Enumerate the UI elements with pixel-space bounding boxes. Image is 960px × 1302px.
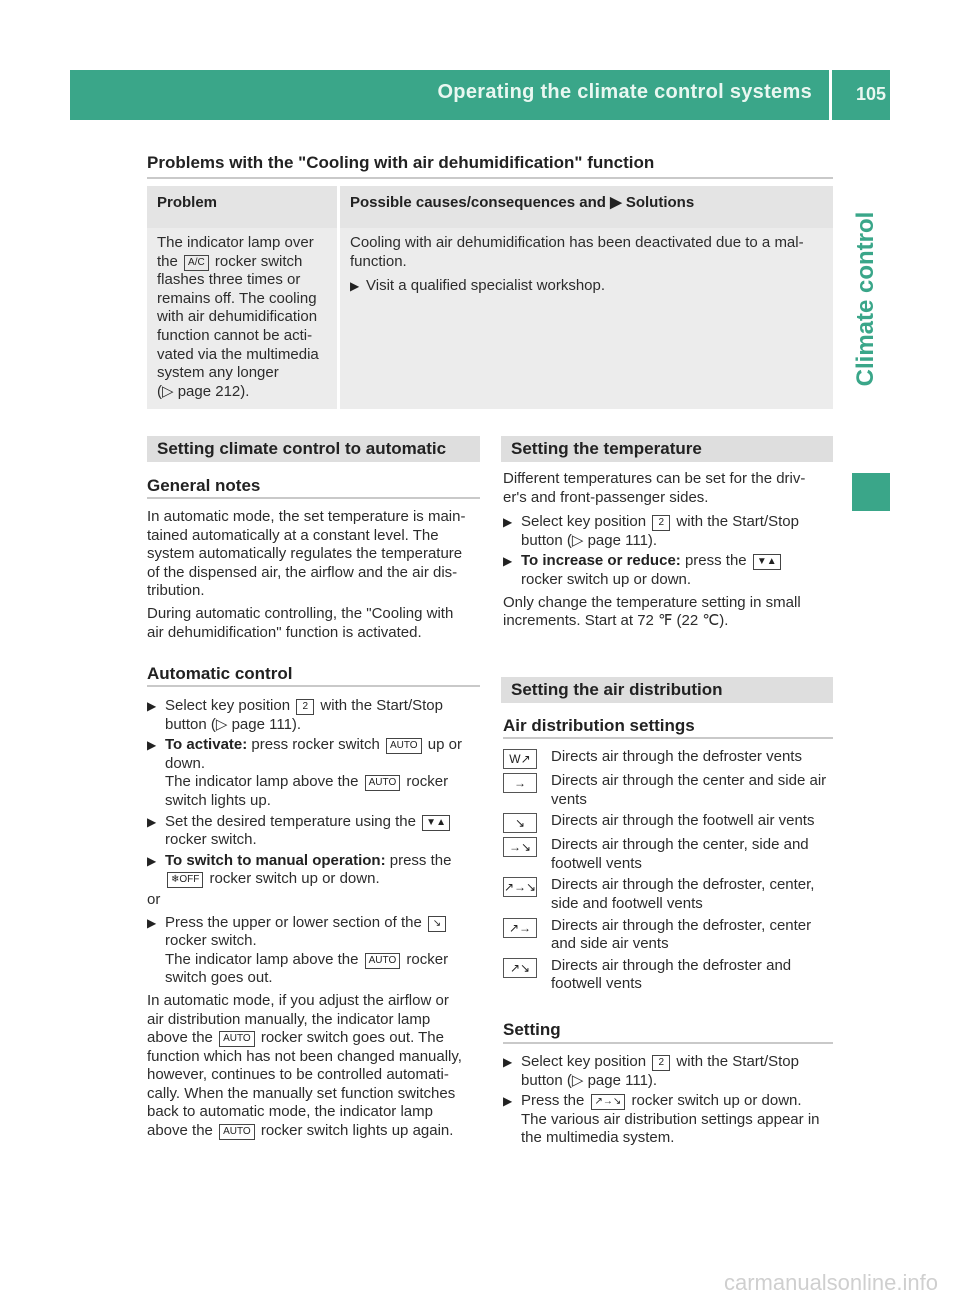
key-position-icon: 2 bbox=[652, 515, 670, 531]
list-item: ↗↘ Directs air through the defroster and footwell vents bbox=[503, 957, 838, 994]
list-item: ▶ To increase or reduce: press the ▼▲ rocker switch up or down. bbox=[503, 552, 838, 589]
side-tab-marker bbox=[852, 473, 890, 511]
auto-switch-icon: AUTO bbox=[219, 1031, 255, 1047]
auto-switch-icon: AUTO bbox=[219, 1124, 255, 1140]
rule bbox=[503, 737, 833, 739]
step-arrow-icon: ▶ bbox=[147, 853, 157, 868]
temperature-section: Different temperatures can be set for the driv- er's and front-passenger sides. ▶ Select key position 2 with the Start/Stop button (▷ page 111). ▶ To increase or reduce: press the ▼▲ rocker switch up or down. Only change the temperature setting in small increments. Start at 72 ℉ (22 ℃). bbox=[503, 470, 838, 631]
column-header-problem: Problem bbox=[147, 186, 337, 228]
list-item: ▶ Select key position 2 with the Start/Stop button (▷ page 111). bbox=[503, 1053, 799, 1089]
airflow-off-icon: ❄OFF bbox=[167, 872, 203, 888]
step-arrow-icon: ▶ bbox=[147, 699, 157, 713]
list-item: →↘ Directs air through the center, side and footwell vents bbox=[503, 836, 838, 873]
side-tab-label: Climate control bbox=[852, 211, 879, 387]
step-arrow-icon: ▶ bbox=[147, 738, 157, 753]
footwell-vent-icon: ↘ bbox=[503, 813, 537, 833]
key-position-icon: 2 bbox=[296, 699, 314, 715]
header-title: Operating the climate control systems bbox=[437, 81, 812, 103]
rule bbox=[147, 685, 480, 687]
general-notes-text: In automatic mode, the set temperature is main- tained automatically at a constant level. The system automatically regulates the temperature of the dispensed air, the airflow and the air dis- tribution. During automatic controlling, the "Cooling with air dehumidification" function is activated. bbox=[147, 508, 466, 641]
problem-cell: The indicator lamp over the A/C rocker switch flashes three times or remains off. The cooling with air dehumidification function cannot be acti- vated via the multimedia system any longer (▷ page 212). bbox=[147, 228, 337, 409]
column-header-solutions: Possible causes/consequences and ▶ Solutions bbox=[337, 186, 833, 228]
air-distribution-list bbox=[503, 748, 838, 997]
air-distribution-icon: ↗→↘ bbox=[591, 1094, 626, 1110]
defroster-center-side-icon: ↗→ bbox=[503, 918, 537, 938]
automatic-mode-note: In automatic mode, if you adjust the airflow or air distribution manually, the indicator lamp above the AUTO rocker switch goes out. The function which has not been changed manually, however, continues to be controlled automati- cally. When the manually set function switches back to automatic mode, the indicator lamp above the AUTO rocker switch lights up again. bbox=[147, 991, 462, 1140]
defroster-footwell-icon: ↗↘ bbox=[503, 958, 537, 978]
rule bbox=[147, 497, 480, 499]
step-arrow-icon: ▶ bbox=[147, 915, 157, 930]
list-item: ↘ Directs air through the footwell air vents bbox=[503, 812, 838, 833]
arrow-icon: ▶ bbox=[610, 194, 622, 211]
side-tab bbox=[842, 120, 890, 478]
general-notes-title: General notes bbox=[147, 476, 261, 495]
solution-cell: Cooling with air dehumidification has been deactivated due to a mal- function. ▶ Visit a qualified specialist workshop. bbox=[337, 228, 833, 409]
problems-title: Problems with the "Cooling with air dehumidification" function bbox=[147, 153, 655, 172]
step-arrow-icon: ▶ bbox=[503, 1055, 513, 1069]
table-header-row bbox=[147, 186, 833, 228]
list-item: ▶ Press the upper or lower section of the ↘ rocker switch. The indicator lamp above the AUTO rocker switch goes out. bbox=[147, 913, 449, 987]
page-number: 105 bbox=[855, 84, 886, 104]
defroster-icon: W↗ bbox=[503, 749, 537, 769]
list-item: ▶ Select key position 2 with the Start/Stop button (▷ page 111). bbox=[147, 697, 443, 733]
step-arrow-icon: ▶ bbox=[147, 814, 157, 829]
ac-switch-icon: A/C bbox=[184, 255, 209, 271]
auto-switch-icon: AUTO bbox=[365, 775, 401, 791]
header-separator bbox=[829, 70, 832, 120]
list-item: ▶ Press the ↗→↘ rocker switch up or down. The various air distribution settings appear in the multimedia system. bbox=[503, 1092, 820, 1147]
defroster-center-side-footwell-icon: ↗→↘ bbox=[503, 877, 537, 897]
automatic-control-steps bbox=[147, 697, 482, 1141]
page-header bbox=[70, 70, 890, 120]
step-arrow-icon: ▶ bbox=[503, 515, 513, 530]
key-position-icon: 2 bbox=[652, 1055, 670, 1071]
list-item: ▶ To switch to manual operation: press the ❄OFF rocker switch up or down. bbox=[147, 851, 452, 888]
or-text: or bbox=[147, 890, 161, 908]
auto-switch-icon: AUTO bbox=[365, 953, 401, 969]
problems-rule bbox=[147, 177, 833, 179]
step-arrow-icon: ▶ bbox=[503, 554, 513, 569]
setting-steps bbox=[503, 1053, 838, 1150]
section-bar-temperature: Setting the temperature bbox=[501, 436, 833, 462]
rule bbox=[503, 1042, 833, 1044]
list-item: W↗ Directs air through the defroster vents bbox=[503, 748, 838, 769]
auto-switch-icon: AUTO bbox=[386, 738, 422, 754]
step-arrow-icon: ▶ bbox=[503, 1094, 513, 1109]
list-item: ▶ Set the desired temperature using the ▼▲ rocker switch. bbox=[147, 813, 482, 850]
list-item: ↗→ Directs air through the defroster, center and side air vents bbox=[503, 917, 838, 954]
setting-title: Setting bbox=[503, 1020, 561, 1039]
list-item: → Directs air through the center and side air vents bbox=[503, 772, 838, 809]
temperature-rocker-icon: ▼▲ bbox=[422, 815, 450, 831]
air-distribution-settings-title: Air distribution settings bbox=[503, 716, 695, 735]
section-bar-air-distribution: Setting the air distribution bbox=[501, 677, 833, 703]
watermark: carmanualsonline.info bbox=[723, 1270, 938, 1295]
list-item: ▶ To activate: press rocker switch AUTO up or down. The indicator lamp above the AUTO rocker switch lights up. bbox=[147, 736, 462, 809]
air-distribution-icon: ↘ bbox=[428, 916, 446, 932]
list-item: ▶ Select key position 2 with the Start/Stop button (▷ page 111). bbox=[503, 513, 799, 549]
automatic-control-title: Automatic control bbox=[147, 664, 293, 683]
step-arrow-icon: ▶ bbox=[350, 279, 360, 294]
section-bar-automatic: Setting climate control to automatic bbox=[147, 436, 480, 462]
temperature-rocker-icon: ▼▲ bbox=[753, 554, 781, 570]
center-side-vent-icon: → bbox=[503, 773, 537, 793]
table-row bbox=[147, 228, 833, 409]
list-item: ↗→↘ Directs air through the defroster, center, side and footwell vents bbox=[504, 876, 815, 912]
center-side-footwell-icon: →↘ bbox=[503, 837, 537, 857]
problems-table bbox=[147, 186, 833, 409]
